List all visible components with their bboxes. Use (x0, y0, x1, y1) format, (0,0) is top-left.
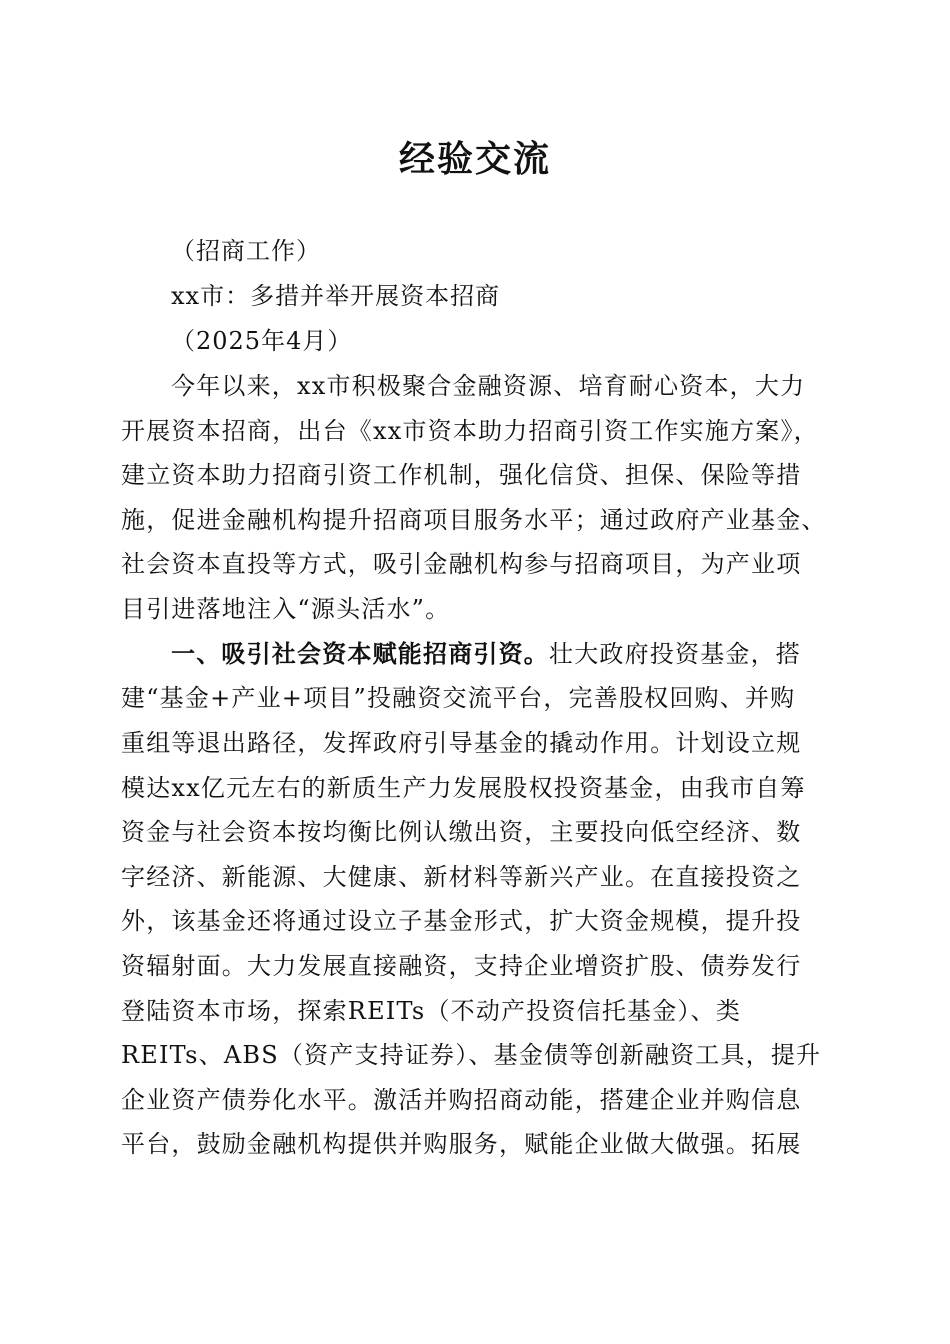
section1-line-8: 资辐射面。大力发展直接融资，支持企业增资扩股、债券发行 (121, 952, 802, 980)
document-title: 经验交流 (398, 138, 551, 180)
intro-line-1: 今年以来，xx市积极聚合金融资源、培育耐心资本，大力 (171, 372, 806, 400)
section1-line-7: 外，该基金还将通过设立子基金形式，扩大资金规模，提升投 (121, 907, 802, 935)
section1-first-line-text: 壮大政府投资基金，搭 (549, 640, 801, 668)
section1-first-line (171, 632, 881, 676)
document-date: （2025年4月） (171, 327, 353, 355)
document-category: （招商工作） (171, 237, 321, 265)
intro-line-6: 目引进落地注入“源头活水”。 (121, 595, 451, 623)
section1-line-11: 企业资产债券化水平。激活并购招商动能，搭建企业并购信息 (121, 1086, 802, 1114)
section1-line-10: REITs、ABS（资产支持证券）、基金债等创新融资工具，提升 (121, 1041, 822, 1069)
section1-line-2: 建“基金+产业+项目”投融资交流平台，完善股权回购、并购 (121, 684, 796, 712)
section1-line-4: 模达xx亿元左右的新质生产力发展股权投资基金，由我市自筹 (121, 774, 806, 802)
section1-line-9: 登陆资本市场，探索REITs（不动产投资信托基金）、类 (121, 997, 742, 1025)
section1-line-5: 资金与社会资本按均衡比例认缴出资，主要投向低空经济、数 (121, 818, 802, 846)
section1-line-3: 重组等退出路径，发挥政府引导基金的撬动作用。计划设立规 (121, 729, 802, 757)
intro-line-5: 社会资本直投等方式，吸引金融机构参与招商项目，为产业项 (121, 550, 802, 578)
section1-line-6: 字经济、新能源、大健康、新材料等新兴产业。在直接投资之 (121, 863, 802, 891)
intro-line-3: 建立资本助力招商引资工作机制，强化信贷、担保、保险等措 (121, 461, 802, 489)
intro-line-2: 开展资本招商，出台《xx市资本助力招商引资工作实施方案》， (121, 417, 819, 445)
document-subtitle: xx市：多措并举开展资本招商 (171, 282, 501, 310)
intro-line-4: 施，促进金融机构提升招商项目服务水平；通过政府产业基金、 (121, 506, 827, 534)
section1-line-12: 平台，鼓励金融机构提供并购服务，赋能企业做大做强。拓展 (121, 1130, 802, 1158)
section1-heading: 一、吸引社会资本赋能招商引资。 (171, 639, 549, 668)
